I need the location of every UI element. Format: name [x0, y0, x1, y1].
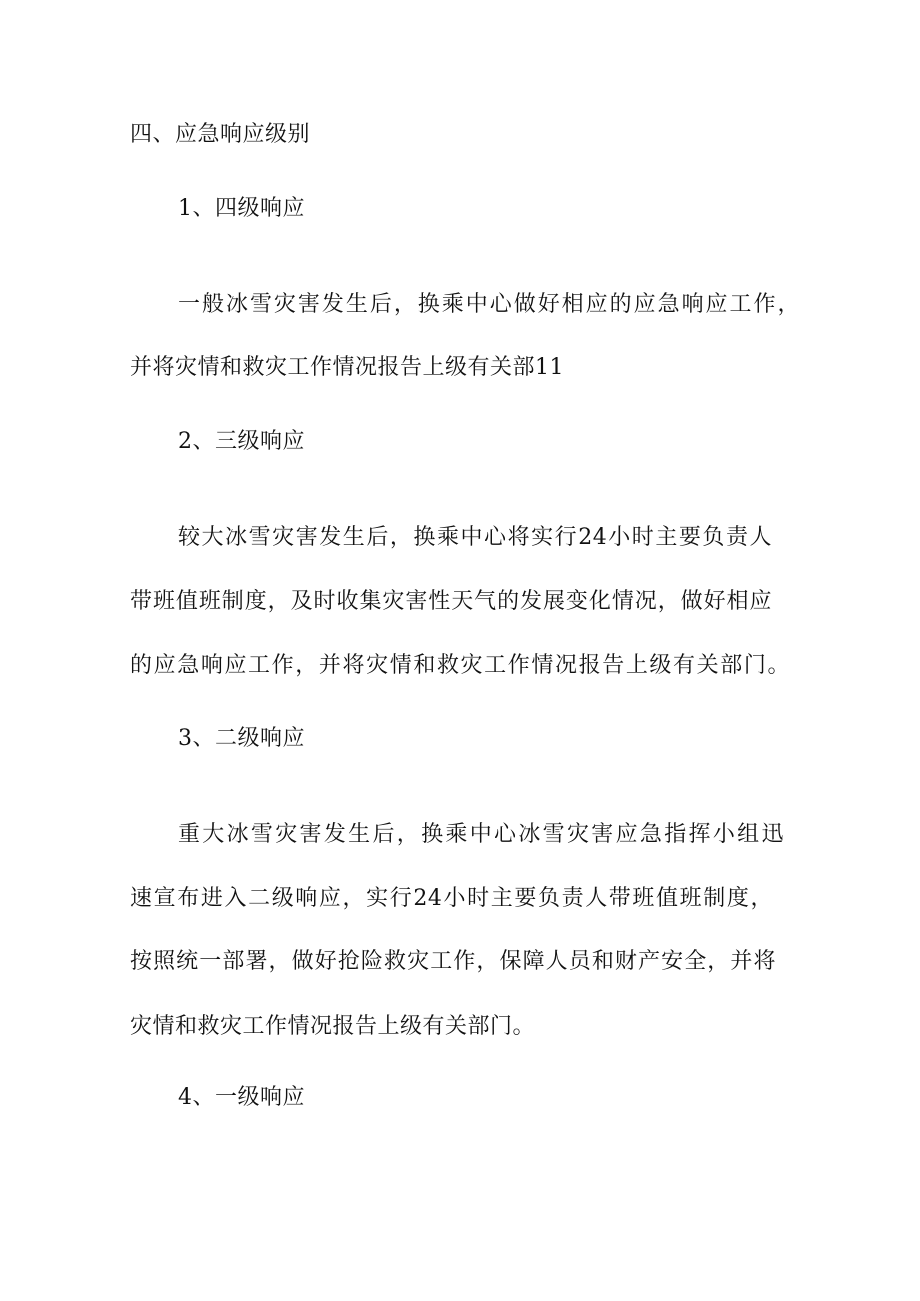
section-heading: 四、应急响应级别 [130, 122, 311, 147]
level-3-paragraph-line-3: 按照统一部署，做好抢险救灾工作，保障人员和财产安全，并将 [130, 949, 776, 974]
level-1-title: 1、四级响应 [178, 196, 305, 221]
level-3-paragraph-line-4: 灾情和救灾工作情况报告上级有关部门。 [130, 1014, 536, 1039]
level-4-title: 4、一级响应 [178, 1085, 305, 1110]
level-3-paragraph-line-1: 重大冰雪灾害发生后，换乘中心冰雪灾害应急指挥小组迅 [178, 822, 784, 847]
level-2-paragraph-line-3: 的应急响应工作，并将灾情和救灾工作情况报告上级有关部门。 [130, 653, 790, 678]
level-2-paragraph-line-1: 较大冰雪灾害发生后，换乘中心将实行24小时主要负责人 [178, 525, 772, 550]
level-1-paragraph-line-1: 一般冰雪灾害发生后，换乘中心做好相应的应急响应工作， [178, 292, 800, 317]
level-3-title: 3、二级响应 [178, 726, 305, 751]
level-1-paragraph-line-2: 并将灾情和救灾工作情况报告上级有关部11 [130, 355, 564, 380]
level-3-paragraph-line-2: 速宣布进入二级响应，实行24小时主要负责人带班值班制度， [130, 886, 773, 911]
level-2-paragraph-line-2: 带班值班制度，及时收集灾害性天气的发展变化情况，做好相应 [130, 589, 772, 614]
level-2-title: 2、三级响应 [178, 429, 305, 454]
